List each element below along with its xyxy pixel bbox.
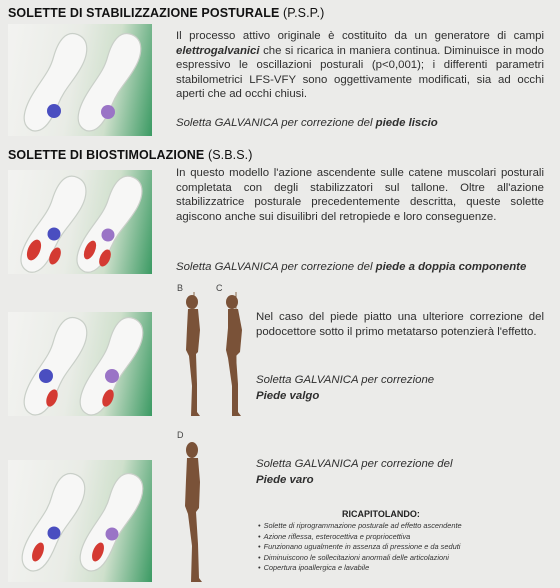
section4-caption-line2: Piede varo [256, 474, 314, 486]
list-item: • Funzionano ugualmente in assenza di pressione e da seduti [258, 542, 462, 553]
blue-magnet-dot [48, 228, 61, 241]
posture-figure-d [172, 436, 212, 586]
insole-image-valgo [8, 312, 152, 416]
section-abbr: (S.B.S.) [207, 148, 253, 162]
section-abbr: (P.S.P.) [283, 6, 325, 20]
list-item: • Solette di riprogrammazione posturale ad effetto ascendente [258, 521, 462, 532]
section4-caption-line1: Soletta GALVANICA per correzione del [256, 458, 453, 470]
section3-caption-line2: Piede valgo [256, 390, 320, 402]
section-title-text: SOLETTE DI BIOSTIMOLAZIONE [8, 148, 205, 162]
section-title-sbs [8, 148, 253, 162]
insole-image-sbs [8, 170, 152, 274]
violet-magnet-dot [102, 229, 115, 242]
section3-caption-line1: Soletta GALVANICA per correzione [256, 374, 435, 386]
blue-magnet-dot [48, 527, 61, 540]
section-title-psp [8, 6, 324, 20]
violet-magnet-dot [101, 105, 115, 119]
section1-paragraph: Il processo attivo originale è costituito da un generatore di campi elettrogalvanici che si ricarica in maniera continua. Diminuisce in modo espressivo le oscillazioni posturali (p<0,001); i differenti parametri stabilometrici LFS-VFY sono oggettivamente modificati, sia ad occhi aperti che ad occhi chiusi. [176, 30, 544, 101]
list-item: • Diminuiscono le sollecitazioni anormali delle articolazioni [258, 553, 462, 564]
figure-label-d: D [177, 430, 184, 440]
recap-title: RICAPITOLANDO: [342, 509, 420, 519]
section-title-text: SOLETTE DI STABILIZZAZIONE POSTURALE [8, 6, 280, 20]
insole-image-varo [8, 460, 152, 582]
blue-magnet-dot [47, 104, 61, 118]
figure-label-c: C [216, 283, 223, 293]
list-item: • Copertura ipoallergica e lavabile [258, 563, 462, 574]
section2-caption: Soletta GALVANICA per correzione del piede a doppia componente [176, 261, 527, 273]
violet-magnet-dot [105, 369, 119, 383]
section1-caption: Soletta GALVANICA per correzione del piede liscio [176, 117, 438, 129]
blue-magnet-dot [39, 369, 53, 383]
section3-paragraph: Nel caso del piede piatto una ulteriore correzione del podocettore sotto il primo metatarso potenzierà l'effetto. [256, 311, 544, 338]
list-item: • Azione riflessa, esterocettiva e propriocettiva [258, 532, 462, 543]
figure-label-b: B [177, 283, 184, 293]
posture-figures-bc [170, 290, 250, 420]
insole-image-psp [8, 24, 152, 136]
recap-list [258, 521, 462, 574]
violet-magnet-dot [106, 528, 119, 541]
section2-paragraph: In questo modello l'azione ascendente sulle catene muscolari posturali completata con degli stabilizzatori sul tallone. Oltre all'azione stabilizzatrice posturale precedentemente descritta, queste solette agiscono anche sui disuilibri del retropiede e loro conseguenze. [176, 167, 544, 223]
